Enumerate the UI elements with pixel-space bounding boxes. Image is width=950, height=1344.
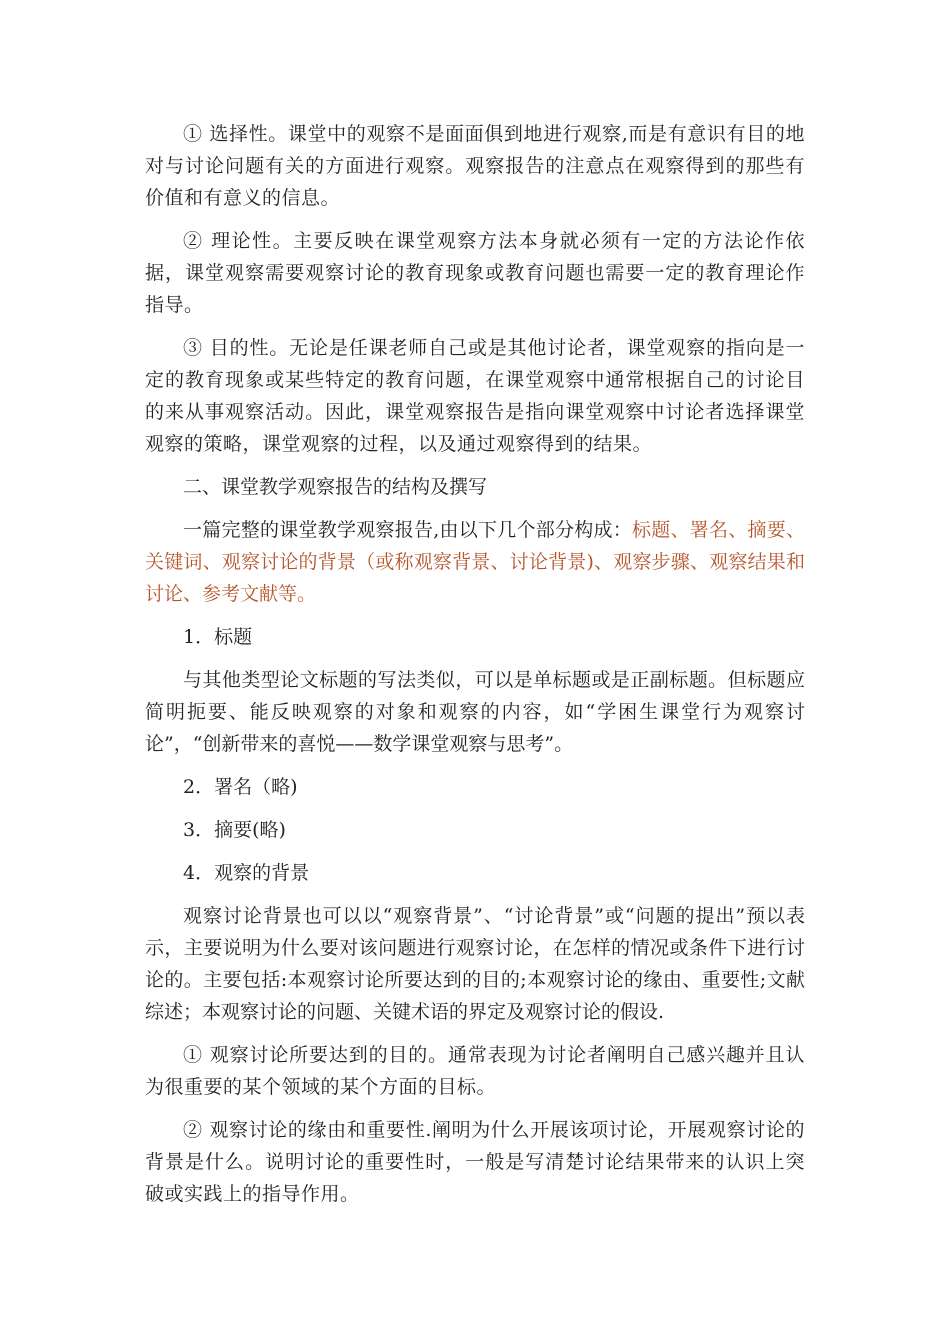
subheading-title: 1．标题 [183, 626, 253, 648]
paragraph-theoretical: ② 理论性。主要反映在课堂观察方法本身就必须有一定的方法论作依据，课堂观察需要观察讨论的教育现象或教育问题也需要一定的教育理论作指导。 [145, 230, 805, 316]
paragraph-title-description: 与其他类型论文标题的写法类似，可以是单标题或是正副标题。但标题应简明扼要、能反映观察的对象和观察的内容，如“学困生课堂行为观察讨论”，“创新带来的喜悦——数学课堂观察与思考”。 [145, 669, 805, 755]
subheading-background: 4．观察的背景 [183, 862, 310, 884]
paragraph-research-goal: ① 观察讨论所要达到的目的。通常表现为讨论者阐明自己感兴趣并且认为很重要的某个领域的某个方面的目标。 [145, 1044, 805, 1098]
paragraph-background-description: 观察讨论背景也可以以“观察背景”、“讨论背景”或“问题的提出”预以表示，主要说明为什么要对该问题进行观察讨论，在怎样的情况或条件下进行讨论的。主要包括:本观察讨论所要达到的目的;本观察讨论的缘由、重要性;文献综述；本观察讨论的问题、关键术语的界定及观察讨论的假设. [145, 905, 805, 1023]
components-lead-text: 一篇完整的课堂教学观察报告,由以下几个部分构成： [183, 519, 632, 541]
paragraph-report-components [145, 514, 805, 610]
section-heading-structure: 二、课堂教学观察报告的结构及撰写 [183, 476, 488, 498]
paragraph-selectivity: ① 选择性。课堂中的观察不是面面俱到地进行观察,而是有意识有目的地对与讨论问题有关的方面进行观察。观察报告的注意点在观察得到的那些有价值和有意义的信息。 [145, 123, 805, 209]
document-body [145, 118, 805, 1221]
subheading-abstract: 3．摘要(略) [183, 819, 286, 841]
subheading-signature: 2．署名（略) [183, 776, 298, 798]
components-highlight-text: 标题、署名、摘要、关键词、观察讨论的背景（或称观察背景、讨论背景)、观察步骤、观察结果和讨论、参考文献等。 [145, 519, 805, 605]
paragraph-research-reason: ② 观察讨论的缘由和重要性.阐明为什么开展该项讨论，开展观察讨论的背景是什么。说明讨论的重要性时，一般是写清楚讨论结果带来的认识上突破或实践上的指导作用。 [145, 1119, 805, 1205]
paragraph-purposive: ③ 目的性。无论是任课老师自己或是其他讨论者，课堂观察的指向是一定的教育现象或某些特定的教育问题，在课堂观察中通常根据自己的讨论目的来从事观察活动。因此，课堂观察报告是指向课堂观察中讨论者选择课堂观察的策略，课堂观察的过程，以及通过观察得到的结果。 [145, 337, 805, 455]
